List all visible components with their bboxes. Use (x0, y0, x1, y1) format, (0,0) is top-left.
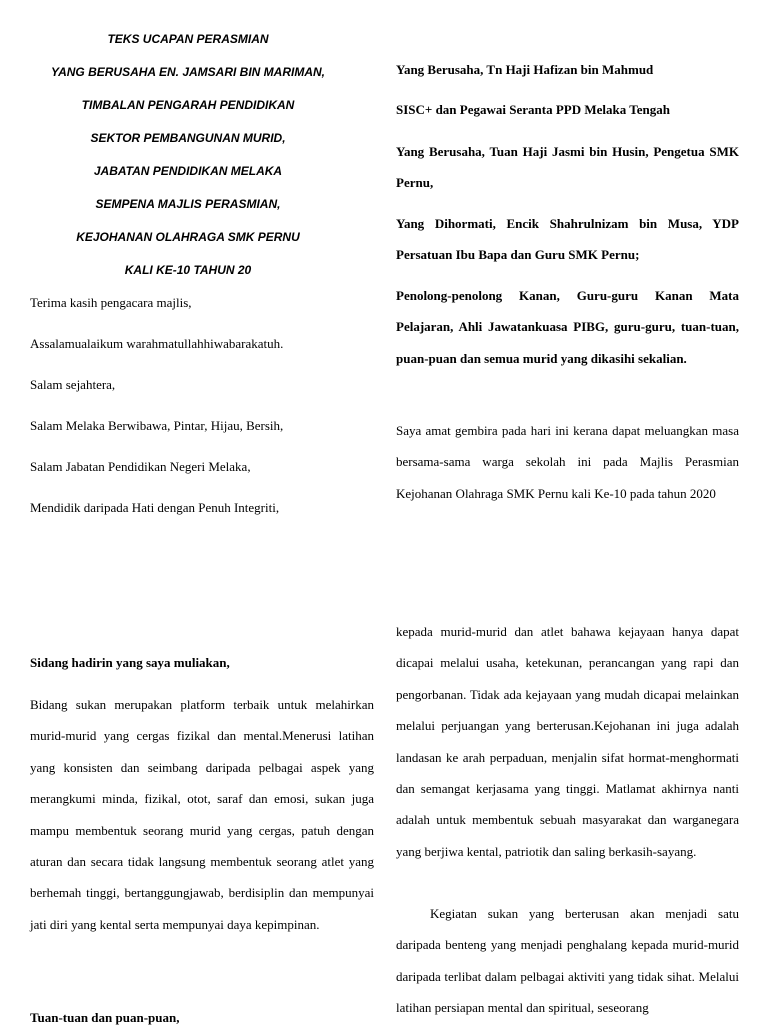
addressee-paragraph: Yang Berusaha, Tuan Haji Jasmi bin Husin, Pengetua SMK Pernu, (396, 144, 739, 191)
title-line: KEJOHANAN OLAHRAGA SMK PERNU (76, 230, 300, 244)
section-heading: Sidang hadirin yang saya muliakan, (30, 655, 230, 670)
addressee-line: SISC+ dan Pegawai Seranta PPD Melaka Tengah (396, 102, 670, 117)
greeting-line: Mendidik daripada Hati dengan Penuh Integriti, (30, 500, 280, 515)
addressee-paragraph: Penolong-penolong Kanan, Guru-guru Kanan Mata Pelajaran, Ahli Jawatankuasa PIBG, guru-guru, tuan-tuan, puan-puan dan semua murid yang dikasihi sekalian. (396, 288, 739, 366)
greeting-line: Salam Jabatan Pendidikan Negeri Melaka, (30, 459, 251, 474)
greeting-line: Assalamualaikum warahmatullahhiwabarakatuh. (30, 336, 284, 351)
greeting-line: Terima kasih pengacara majlis, (30, 295, 192, 310)
title-line: JABATAN PENDIDIKAN MELAKA (93, 164, 283, 178)
greeting-line: Salam sejahtera, (30, 377, 116, 392)
title-line: TIMBALAN PENGARAH PENDIDIKAN (81, 98, 295, 112)
title-line: YANG BERUSAHA EN. JAMSARI BIN MARIMAN, (50, 65, 325, 79)
addressee-paragraph: Yang Dihormati, Encik Shahrulnizam bin Musa, YDP Persatuan Ibu Bapa dan Guru SMK Pernu; (396, 216, 739, 263)
title-line: KALI KE-10 TAHUN 20 (124, 263, 252, 277)
title-line: SEKTOR PEMBANGUNAN MURID, (90, 131, 286, 145)
greeting-line: Salam Melaka Berwibawa, Pintar, Hijau, Bersih, (30, 418, 284, 433)
title-line: SEMPENA MAJLIS PERASMIAN, (95, 197, 281, 211)
paragraph-saya-gembira: Saya amat gembira pada hari ini kerana dapat meluangkan masa bersama-sama warga sekolah ini pada Majlis Perasmian Kejohanan Olahraga SMK Pernu kali Ke-10 pada tahun 2020 (396, 423, 739, 501)
title-line: TEKS UCAPAN PERASMIAN (107, 32, 269, 46)
paragraph-bidang-sukan: Bidang sukan merupakan platform terbaik untuk melahirkan murid-murid yang cergas fizikal dan mental.Menerusi latihan yang konsisten dan seimbang daripada pelbagai aspek yang merangkumi minda, fizikal, otot, saraf dan emosi, sukan juga mampu membentuk seorang murid yang cergas, patuh dengan aturan dan secara tidak langsung membentuk seorang atlet yang berhemah tinggi, bertanggungjawab, berdisiplin dan mempunyai jati diri yang kental serta mempunyai daya kepimpinan. (30, 697, 374, 932)
paragraph-kegiatan-sukan: Kegiatan sukan yang berterusan akan menjadi satu daripada benteng yang menjadi penghalang kepada murid-murid daripada terlibat dalam pelbagai aktiviti yang tidak sihat. Melalui latihan persiapan mental dan spiritual, seseorang (396, 906, 739, 1016)
section-heading: Tuan-tuan dan puan-puan, (30, 1010, 180, 1025)
addressee-line: Yang Berusaha, Tn Haji Hafizan bin Mahmud (396, 62, 654, 77)
paragraph-kepada-murid: kepada murid-murid dan atlet bahawa kejayaan hanya dapat dicapai melalui usaha, ketekunan, perancangan yang rapi dan pengorbanan. Tidak ada kejayaan yang mudah dicapai melainkan melalui perjuangan yang berterusan.Kejohanan ini juga adalah landasan ke arah perpaduan, menjalin sifat hormat-menghormati dan semangat kerjasama yang tinggi. Matlamat akhirnya nanti adalah untuk membentuk sebuah masyarakat dan warganegara yang berjiwa kental, patriotik dan saling berkasih-sayang. (396, 624, 739, 859)
